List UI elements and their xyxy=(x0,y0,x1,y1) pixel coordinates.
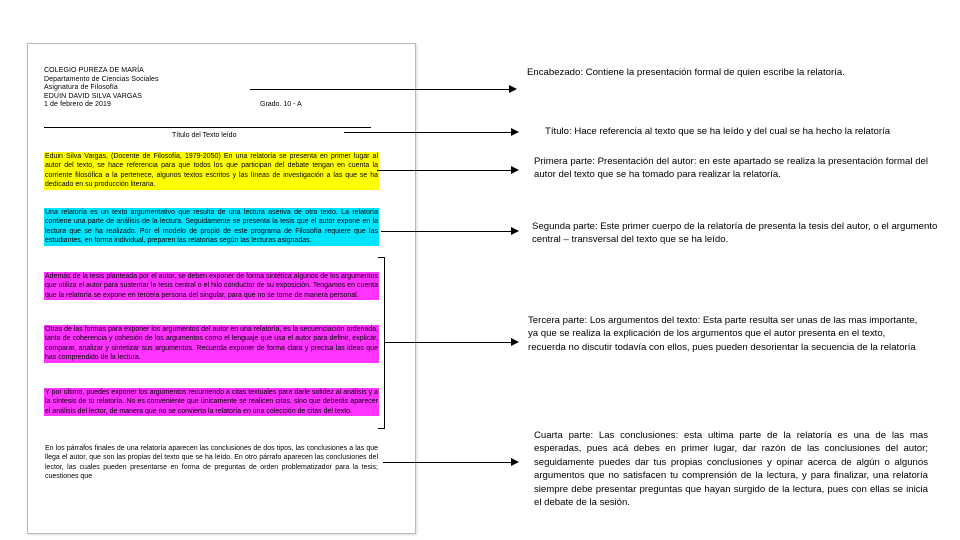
header-author: EDUIN DAVID SILVA VARGAS xyxy=(44,92,142,100)
annotation-titulo: Título: Hace referencia al texto que se ha leído y del cual se ha hecho la relatoría xyxy=(545,126,891,137)
header-grade: Grado. 10 - A xyxy=(260,101,302,108)
paragraph-conclusions: En los párrafos finales de una relatoría aparecen las conclusiones de dos tipos, las conclusiones a las que llega el autor, que son las propias del texto que se ha leído. En otro párrafo aparecen las conclusiones del lector, las cuales pueden presentarse en forma de preguntas de orden problematizador para la tesis; cuestiones que xyxy=(45,445,378,481)
paragraph-arguments-3: Y por último, puedes exponer los argumentos recurriendo a citas textuales para darle solidez al análisis y a la síntesis de tu relatoría. No es conveniente que únicamente se realicen citas, sino que deberás aparecer el análisis del lector, de manera que no se convierta la relatoría en una colección de citas del texto. xyxy=(45,389,378,415)
annotation-encabezado: Encabezado: Contiene la presentación formal de quien escribe la relatoría. xyxy=(527,67,845,78)
header-school: COLEGIO PUREZA DE MARÍA xyxy=(44,67,144,74)
paragraph-thesis: Una relatoría es un texto argumentativo que resulta de una lectura aseriva de otro texto. La relatoría contiene una parte de análisis de la lectura. Seguidamente se presenta la tesis que el autor expone en la lectura que se ha realizado. Por el modelo de propio de este programa de Filosofía requiere que las estudiantes, en forma individual, preparen las relatorías según las lecturas asignadas. xyxy=(45,209,378,245)
arguments-bracket xyxy=(378,257,385,429)
arrow-cuarta xyxy=(383,462,517,463)
arrow-titulo xyxy=(344,132,517,133)
annotation-segunda: Segunda parte: Este primer cuerpo de la relatoría de presenta la tesis del autor, o el argumento central – transversal del texto que se ha leído. xyxy=(532,221,938,246)
annotation-tercera: Tercera parte: Los argumentos del texto: Esta parte resulta ser unas de las mas importante, ya que se realiza la explicación de los argumentos que el autor presenta en el texto, recuerda no discutir todavía con ellos, pues pueden desorientar la secuencia de la relatoría xyxy=(528,315,918,353)
annotation-cuarta: Cuarta parte: Las conclusiones: esta ultima parte de la relatoría es una de las mas esperadas, pues acá debes en primer lugar, dar razón de las conclusiones del autor; seguidamente puedes dar tus propias conclusiones y opinar acerca de algún o algunos argumentos que no satisfacen tu comprensión de la lectura, y para finalizar, una relatoría siempre debe presentar preguntas que hayan surgido de la lectura, pues con ellas se inicia el debate de la sesión. xyxy=(534,430,928,509)
header-subject: Asignatura de Filosofía xyxy=(44,84,118,92)
paragraph-author-presentation: Eduin Silva Vargas, (Docente de Filosofía, 1979-2050) En una relatoría se presenta en primer lugar al autor del texto, se hace referencia para que todos los que participan del debate tengan en cuenta la corriente filosófica a la pertenece, algunos textos escritos y las líneas de investigación a las que se ha dedicado en su producción literaria. xyxy=(45,153,378,189)
annotation-primera: Primera parte: Presentación del autor: en este apartado se realiza la presentación formal del autor del texto que se ha tomado para realizar la relatoría. xyxy=(534,156,928,181)
header-divider xyxy=(44,127,371,128)
paragraph-arguments-1: Además de la tesis planteada por el autor, se deben exponer de forma sintética algunos de los argumentos que utiliza el autor para sustentar la tesis central o el hilo conductor de su exposición. Tengamos en cuenta que la relatoría se expone en tercera persona del singular, para que no se torne de manera personal. xyxy=(45,273,378,299)
document-title: Título del Texto leído xyxy=(172,132,237,139)
arrow-encabezado xyxy=(250,89,515,90)
arrow-segunda xyxy=(381,231,517,232)
arrow-tercera xyxy=(385,342,517,343)
document-page xyxy=(27,43,416,534)
header-date: 1 de febrero de 2019 xyxy=(44,101,111,109)
paragraph-arguments-2: Otras de las formas para exponer los argumentos del autor en una relatoría, es la secuenciación ordenada, tanto de coherencia y cohesión de los argumentos como el lenguaje que usa el autor para definir, explicar, comparar, analizar y sintetizar sus argumentos. Recuerda exponer de forma clara y precisa las ideas que has comprendido de la lectura. xyxy=(45,326,378,362)
arrow-primera xyxy=(377,170,517,171)
header-department: Departamento de Ciencias Sociales xyxy=(44,75,159,83)
